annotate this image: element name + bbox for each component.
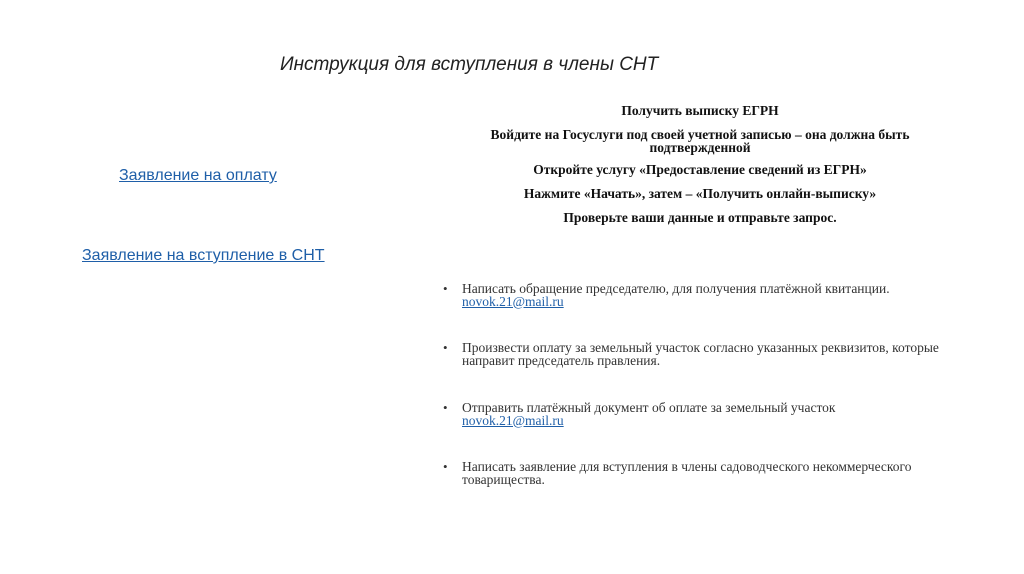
list-item-text (462, 402, 960, 427)
bullet-dot-icon: • (443, 340, 448, 355)
page-title: Инструкция для вступления в члены СНТ (280, 54, 659, 75)
egrn-step-heading: Получить выписку ЕГРН (621, 103, 779, 118)
list-item (440, 402, 960, 427)
egrn-step-login: Войдите на Госуслуги под своей учетной записью – она должна быть подтвержденной (490, 127, 910, 155)
list-item-label: Написать обращение председателю, для получения платёжной квитанции. (462, 281, 890, 296)
bullet-dot-icon: • (443, 400, 448, 415)
egrn-step-submit: Проверьте ваши данные и отправьте запрос. (563, 210, 837, 225)
list-item (440, 461, 960, 486)
payment-application-link[interactable]: Заявление на оплату (119, 167, 277, 184)
list-item-label: Произвести оплату за земельный участок согласно указанных реквизитов, которые направит председатель правления. (462, 340, 939, 368)
email-link[interactable]: novok.21@mail.ru (462, 412, 564, 428)
list-item (440, 283, 960, 308)
list-item (440, 342, 960, 367)
bullet-dot-icon: • (443, 459, 448, 474)
membership-application-link[interactable]: Заявление на вступление в СНТ (82, 247, 325, 264)
egrn-step-open-service: Откройте услугу «Предоставление сведений из ЕГРН» (533, 162, 867, 177)
egrn-step-start: Нажмите «Начать», затем – «Получить онлайн-выписку» (523, 186, 877, 201)
email-link[interactable]: novok.21@mail.ru (462, 293, 564, 309)
bullet-dot-icon: • (443, 281, 448, 296)
list-item-label: Отправить платёжный документ об оплате за земельный участок (462, 400, 836, 415)
list-item-text (462, 283, 960, 308)
list-item-label: Написать заявление для вступления в члены садоводческого некоммерческого товарищества. (462, 459, 912, 487)
egrn-instructions (450, 104, 950, 235)
